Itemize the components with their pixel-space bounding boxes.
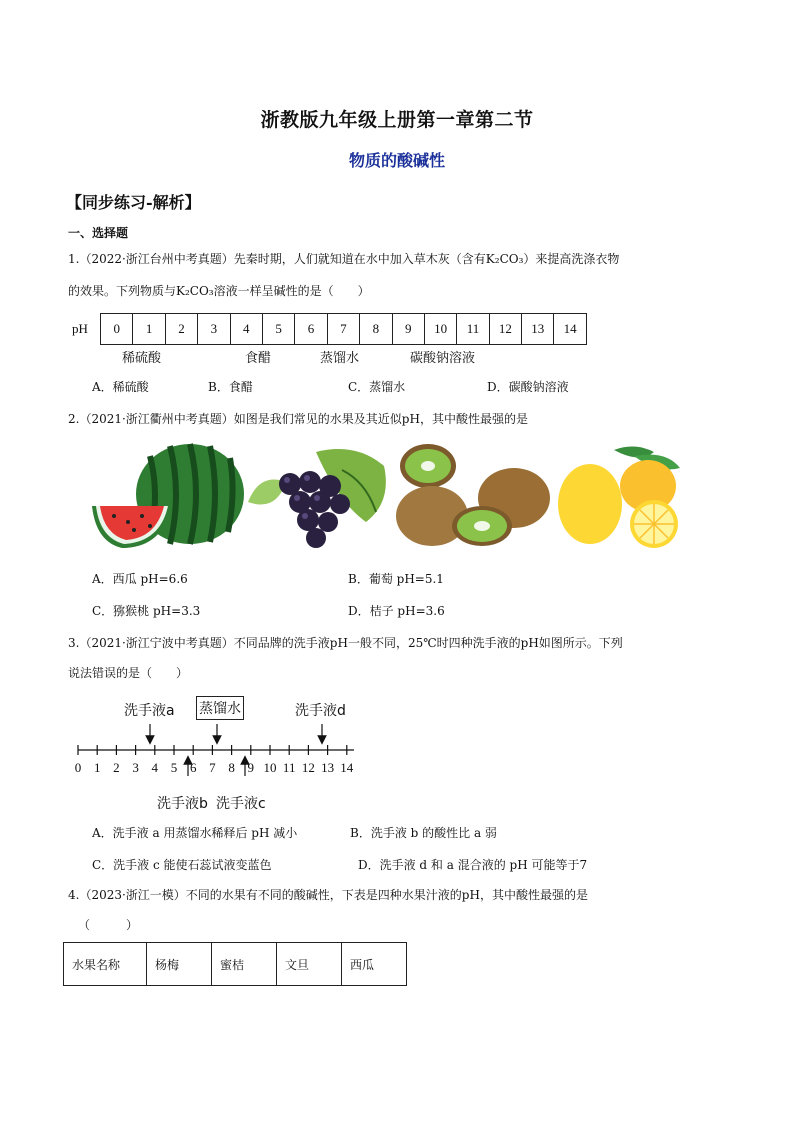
option-b[interactable]: B．洗手液 b 的酸性比 a 弱: [350, 826, 497, 840]
option-c[interactable]: C．洗手液 c 能使石蕊试液变蓝色: [92, 858, 272, 872]
option-b[interactable]: B．食醋: [208, 380, 253, 394]
tick-label: 6: [189, 760, 197, 775]
option-c[interactable]: C．猕猴桃 pH=3.3: [92, 604, 201, 618]
q1-stem-line2: 的效果。下列物质与K₂CO₃溶液一样呈碱性的是（ ）: [68, 284, 370, 298]
table-cell: 西瓜: [342, 943, 407, 986]
ph-cell: 14: [563, 321, 577, 336]
scale-name: 食醋: [245, 351, 272, 366]
tick-label: 10: [263, 760, 277, 775]
page-title: 浙教版九年级上册第一章第二节: [260, 109, 534, 131]
q4-stem-line2: （ ）: [78, 918, 139, 932]
tick-label: 0: [74, 760, 82, 775]
ph-cell: 3: [198, 314, 230, 344]
option-b[interactable]: B．葡萄 pH=5.1: [348, 572, 444, 586]
tick-label: 1: [93, 760, 101, 775]
table-cell: 蜜桔: [212, 943, 277, 986]
ph-cell: 0: [101, 314, 133, 344]
q3-stem-line2: 说法错误的是（ ）: [68, 666, 189, 680]
scale-name: 稀硫酸: [122, 351, 162, 366]
table-cell: 杨梅: [147, 943, 212, 986]
ph-cell: 5: [263, 314, 295, 344]
fruit-image-row: [90, 442, 686, 550]
q2-stem: 2.（2021·浙江衢州中考真题）如图是我们常见的水果及其近似pH，其中酸性最强的是: [68, 412, 528, 426]
section-heading: 【同步练习-解析】: [66, 193, 201, 212]
ph-cell: 1: [133, 314, 165, 344]
label-distilled-water: 蒸馏水: [196, 696, 244, 720]
tick-label: 9: [247, 760, 255, 775]
ph-scale-table: [72, 313, 587, 345]
scale-name: 碳酸钠溶液: [410, 351, 476, 366]
ph-cell: 6: [295, 314, 327, 344]
table-row: [64, 943, 407, 986]
ph-cell: 8: [360, 314, 392, 344]
ph-cell: 12: [490, 314, 522, 344]
tick-label: 5: [170, 760, 178, 775]
lemon-icon: [554, 442, 686, 550]
option-a[interactable]: A．稀硫酸: [92, 380, 149, 394]
tick-label: 12: [301, 760, 315, 775]
label-handwash-c: 洗手液c: [216, 796, 266, 812]
label-handwash-a: 洗手液a: [124, 703, 175, 719]
table-cell: 水果名称: [64, 943, 147, 986]
ph-cell: 2: [166, 314, 198, 344]
scale-name: 蒸馏水: [320, 351, 360, 366]
ph-cell: 11: [457, 314, 489, 344]
ph-cell: 9: [393, 314, 425, 344]
label-handwash-d: 洗手液d: [295, 703, 346, 719]
q4-stem-line1: 4.（2023·浙江一模）不同的水果有不同的酸碱性，下表是四种水果汁液的pH，其中酸性最强的是: [68, 888, 588, 902]
fruit-ph-table: [63, 942, 407, 986]
q1-stem-line1: 1.（2022·浙江台州中考真题）先秦时期，人们就知道在水中加入草木灰（含有K₂CO₃）来提高洗涤衣物: [68, 252, 620, 266]
tick-label: 7: [209, 760, 216, 775]
ph-cell: 13: [522, 314, 554, 344]
option-d[interactable]: D．洗手液 d 和 a 混合液的 pH 可能等于7: [358, 858, 588, 872]
question-type-heading: 一、选择题: [68, 226, 129, 240]
page-subtitle: 物质的酸碱性: [348, 151, 445, 170]
ph-cell: 4: [231, 314, 263, 344]
watermelon-icon: [90, 442, 246, 550]
option-a[interactable]: A．西瓜 pH=6.6: [92, 572, 188, 586]
kiwi-icon: [396, 442, 554, 550]
q3-stem-line1: 3.（2021·浙江宁波中考真题）不同品牌的洗手液pH一般不同，25℃时四种洗手液的pH如图所示。下列: [68, 636, 623, 650]
option-a[interactable]: A．洗手液 a 用蒸馏水稀释后 pH 减小: [92, 826, 298, 840]
tick-label: 3: [132, 760, 139, 775]
ph-cell: 7: [328, 314, 360, 344]
ph-cells: [100, 313, 587, 345]
tick-labels: [70, 760, 370, 778]
tick-label: 13: [321, 760, 335, 775]
tick-label: 11: [282, 760, 296, 775]
table-cell: 文旦: [277, 943, 342, 986]
tick-label: 14: [340, 760, 354, 775]
tick-label: 4: [151, 760, 159, 775]
tick-label: 8: [228, 760, 235, 775]
ph-cell: 10: [425, 314, 457, 344]
option-d[interactable]: D．碳酸钠溶液: [487, 380, 569, 394]
tick-label: 2: [113, 760, 120, 775]
grape-icon: [246, 442, 396, 550]
ph-label: pH: [72, 321, 88, 336]
option-c[interactable]: C．蒸馏水: [348, 380, 406, 394]
label-handwash-b: 洗手液b: [157, 796, 208, 812]
option-d[interactable]: D．桔子 pH=3.6: [348, 604, 445, 618]
